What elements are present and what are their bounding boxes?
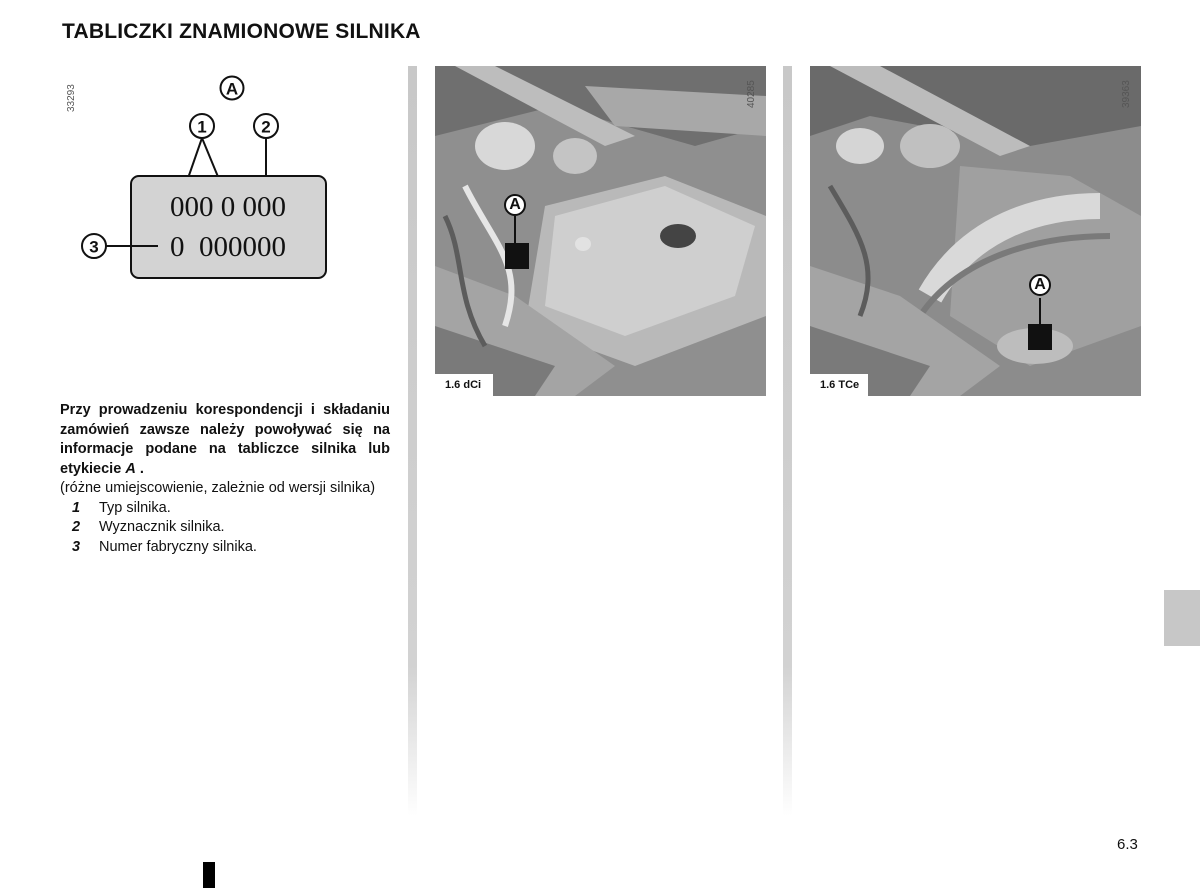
legend-item	[60, 538, 390, 558]
plate-line-2: 0 000000	[170, 231, 286, 263]
engine-photo-tce	[810, 66, 1141, 396]
engine-label: 1.6 TCe	[810, 374, 868, 396]
bold-instruction	[60, 401, 390, 479]
callout-1	[186, 114, 221, 184]
instruction-text	[60, 401, 390, 557]
label-a-marker	[221, 77, 244, 100]
legend-num: 3	[72, 538, 81, 555]
photo-ref-code: 39363	[1121, 80, 1132, 108]
marker-a: A	[1029, 274, 1051, 296]
plate-location-a	[1028, 324, 1052, 350]
callout-3-text: 3	[89, 237, 99, 257]
engine-label: 1.6 dCi	[435, 374, 493, 396]
legend-label: Typ silnika.	[99, 499, 171, 516]
page-title: TABLICZKI ZNAMIONOWE SILNIKA	[62, 20, 421, 43]
plate-line-1: 000 0 000	[170, 191, 286, 223]
photo-ref-code: 40285	[746, 80, 757, 108]
legend-label: Numer fabryczny silnika.	[99, 538, 257, 555]
figure-ref-code: 33293	[66, 84, 77, 112]
print-mark	[203, 862, 215, 888]
legend-label: Wyznacznik silnika.	[99, 519, 225, 535]
callout-1-text: 1	[197, 117, 207, 137]
engine-photo-drawing	[810, 66, 1141, 396]
column-separator	[408, 66, 417, 816]
bold-instruction-main: Przy prowadzeniu korespondencji i składaniu zamówień zawsze należy powoływać się na informacje podane na tabliczce silnika lub etykiecie	[60, 402, 390, 477]
engine-plate-diagram	[60, 68, 400, 298]
bold-instruction-end: .	[135, 460, 144, 477]
marker-a: A	[504, 194, 526, 216]
legend-num: 1	[72, 499, 81, 516]
chapter-tab	[1164, 590, 1200, 646]
callout-2-text: 2	[261, 117, 271, 137]
callout-2	[254, 114, 278, 184]
engine-photo-drawing	[435, 66, 766, 396]
legend-item	[60, 499, 390, 519]
label-a-text: A	[225, 79, 239, 99]
plate-location-a	[505, 243, 529, 269]
legend-list	[60, 499, 390, 558]
engine-photo-dci	[435, 66, 766, 396]
column-separator	[783, 66, 792, 816]
location-note: (różne umiejscowienie, zależnie od wersji silnika)	[60, 480, 376, 496]
legend-num: 2	[72, 519, 81, 535]
legend-item	[60, 518, 390, 538]
page-number: 6.3	[1117, 836, 1138, 853]
bold-instruction-ref: A	[125, 460, 136, 477]
